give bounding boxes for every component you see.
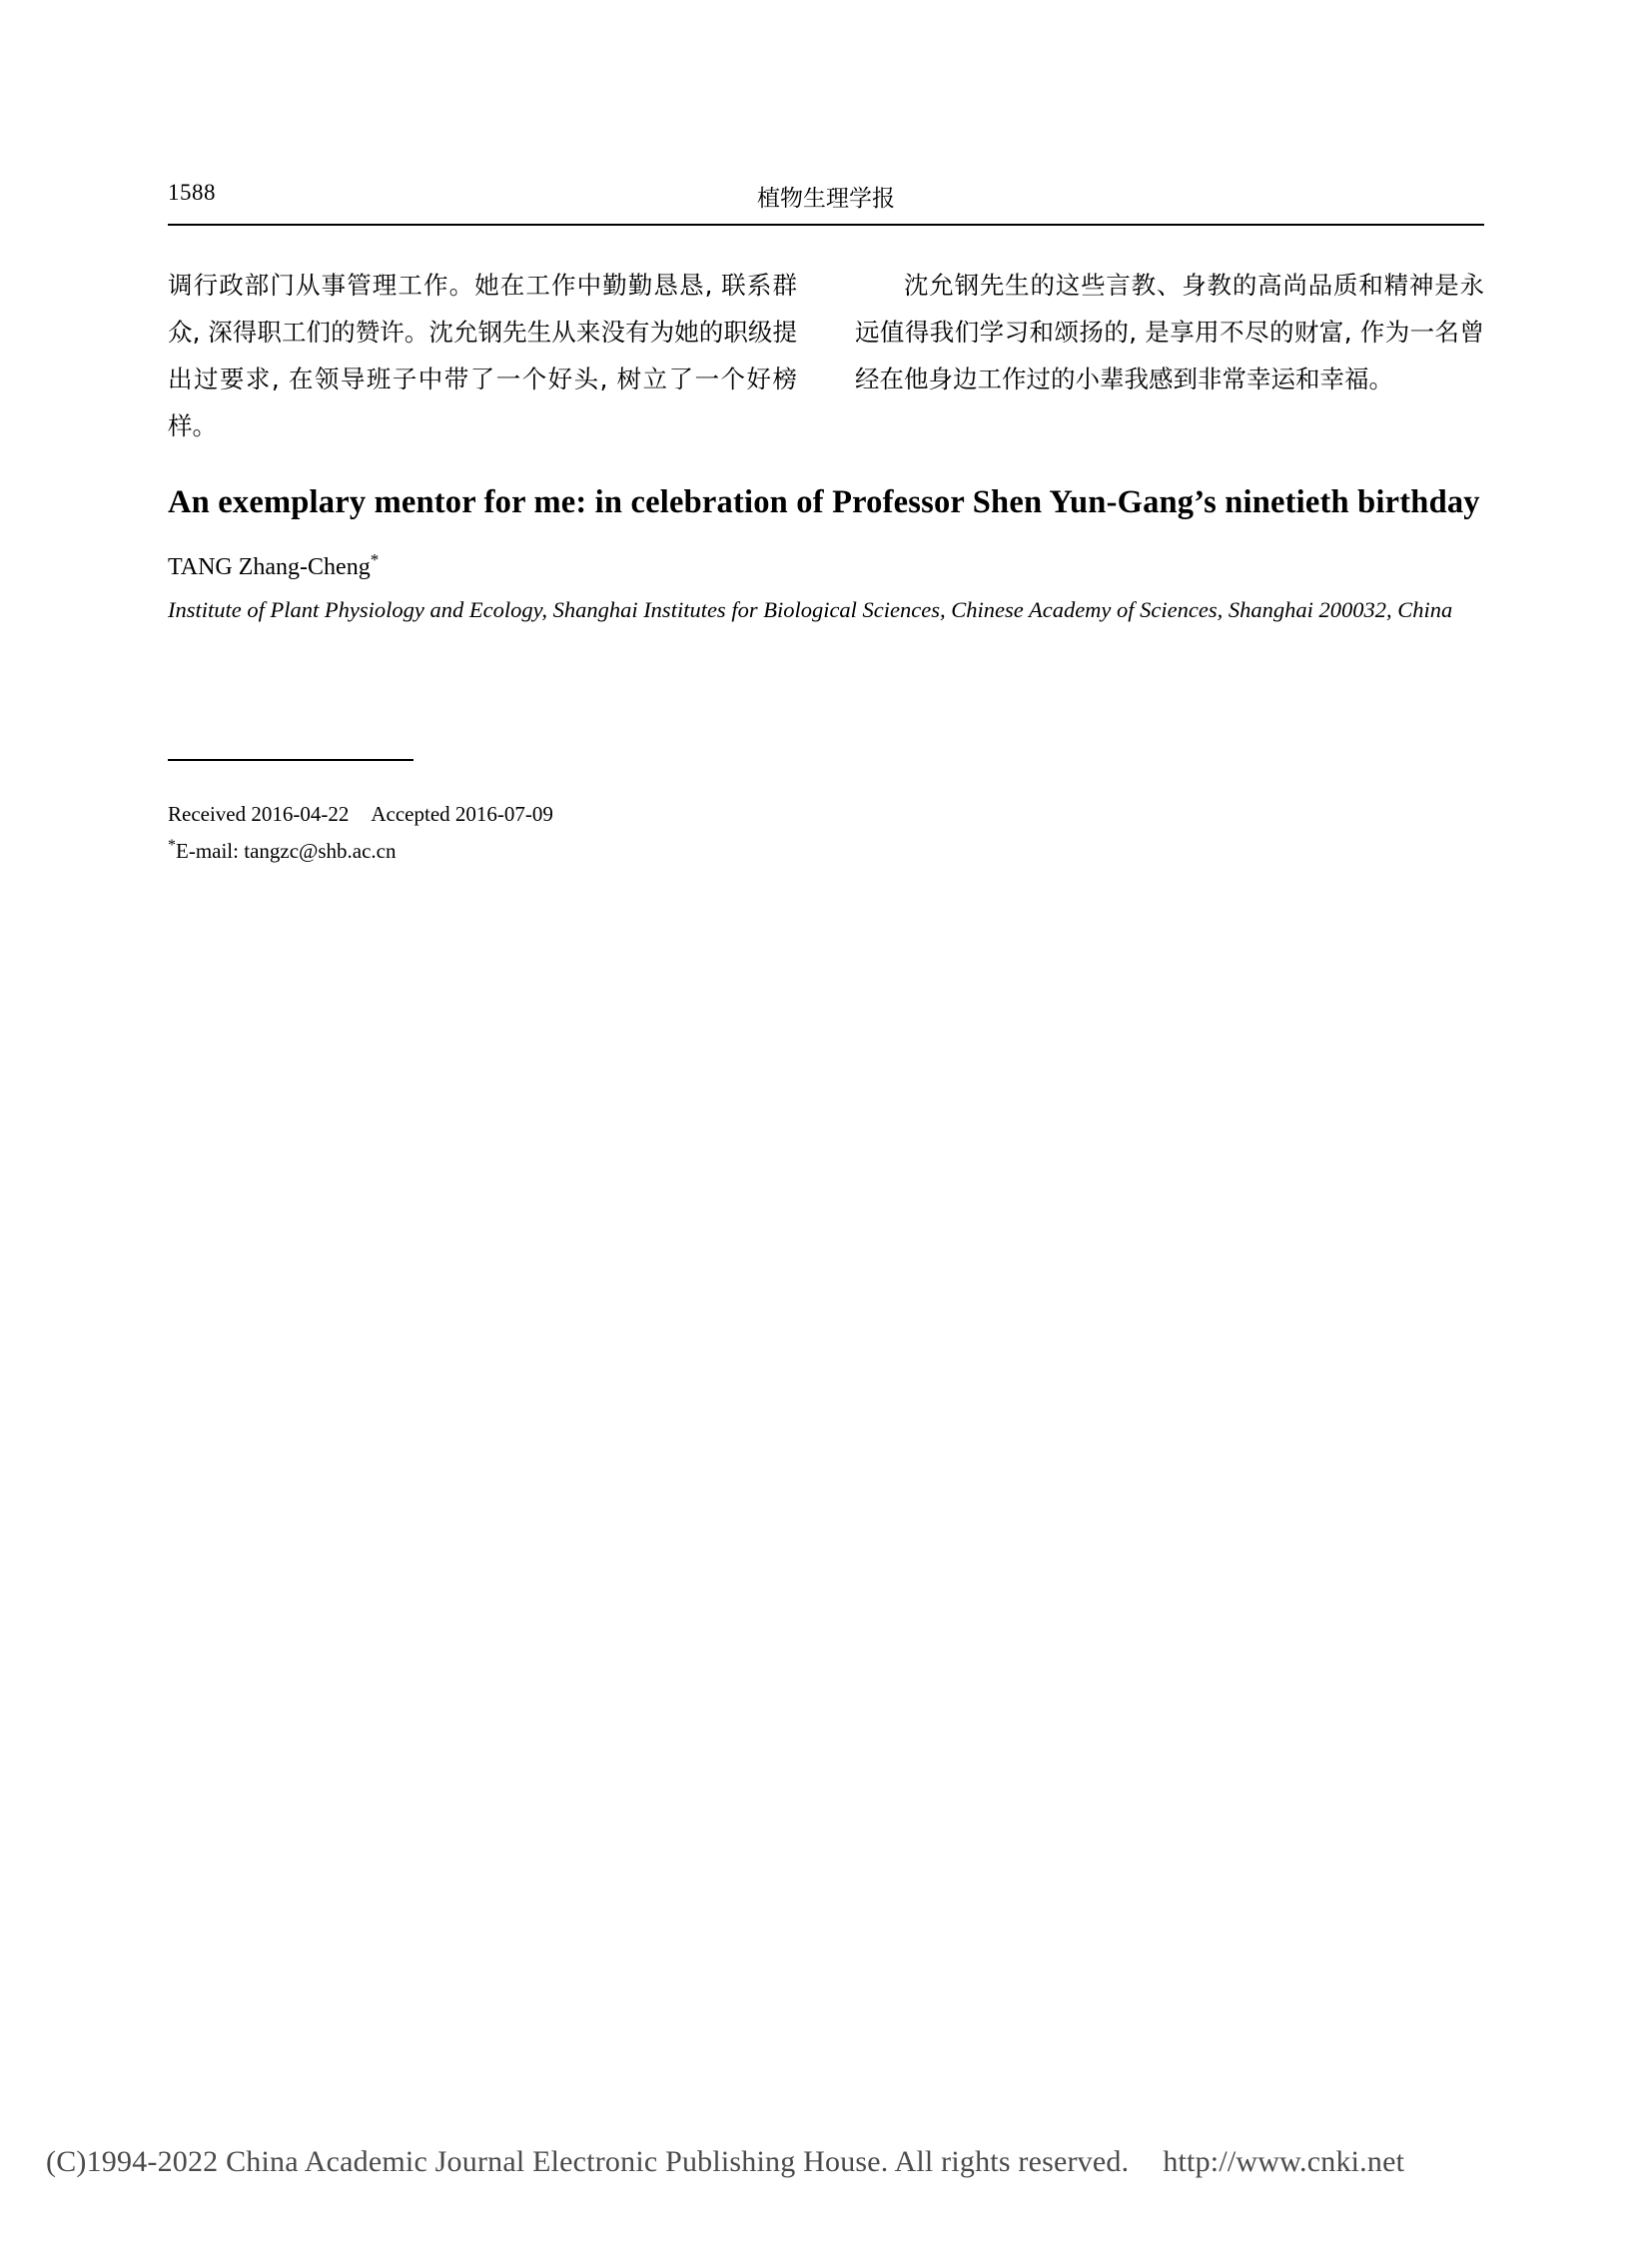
received-date: Received 2016-04-22 — [168, 802, 350, 826]
article-title: An exemplary mentor for me: in celebration of Professor Shen Yun-Gang’s ninetieth birthday — [168, 484, 1480, 520]
accepted-date: Accepted 2016-07-09 — [371, 802, 553, 826]
author-name: TANG Zhang-Cheng — [168, 554, 371, 580]
footnote-divider — [168, 759, 413, 761]
copyright-text: (C)1994-2022 China Academic Journal Electronic Publishing House. All rights reserved. — [46, 2145, 1130, 2178]
right-column — [855, 262, 1484, 449]
article-title-block — [168, 477, 1484, 626]
footnote-dates — [168, 799, 1067, 830]
footnote-email-line — [168, 830, 1067, 867]
article-affiliation: Institute of Plant Physiology and Ecology, Shanghai Institutes for Biological Sciences, Chinese Academy of Sciences, Shanghai 200032, China — [168, 597, 1453, 622]
article-author — [168, 544, 1484, 583]
right-column-paragraph: 沈允钢先生的这些言教、身教的高尚品质和精神是永远值得我们学习和颂扬的, 是享用不尽的财富, 作为一名曾经在他身边工作过的小辈我感到非常幸运和幸福。 — [855, 271, 1484, 393]
left-column — [168, 262, 797, 449]
left-column-paragraph: 调行政部门从事管理工作。她在工作中勤勤恳恳, 联系群众, 深得职工们的赞许。沈允钢先生从来没有为她的职级提出过要求, 在领导班子中带了一个好头, 树立了一个好榜样。 — [168, 271, 797, 440]
running-head — [168, 180, 1484, 220]
email-footnote-marker: * — [168, 837, 176, 854]
corresponding-email: E-mail: tangzc@shb.ac.cn — [176, 839, 397, 863]
body-columns — [168, 262, 1484, 449]
publisher-url: http://www.cnki.net — [1163, 2145, 1405, 2178]
footnote-block — [168, 799, 1067, 867]
page-footer — [46, 2145, 1604, 2179]
page-number: 1588 — [168, 180, 216, 205]
author-footnote-marker: * — [370, 550, 380, 569]
journal-title: 植物生理学报 — [757, 186, 895, 212]
header-divider — [168, 224, 1484, 226]
